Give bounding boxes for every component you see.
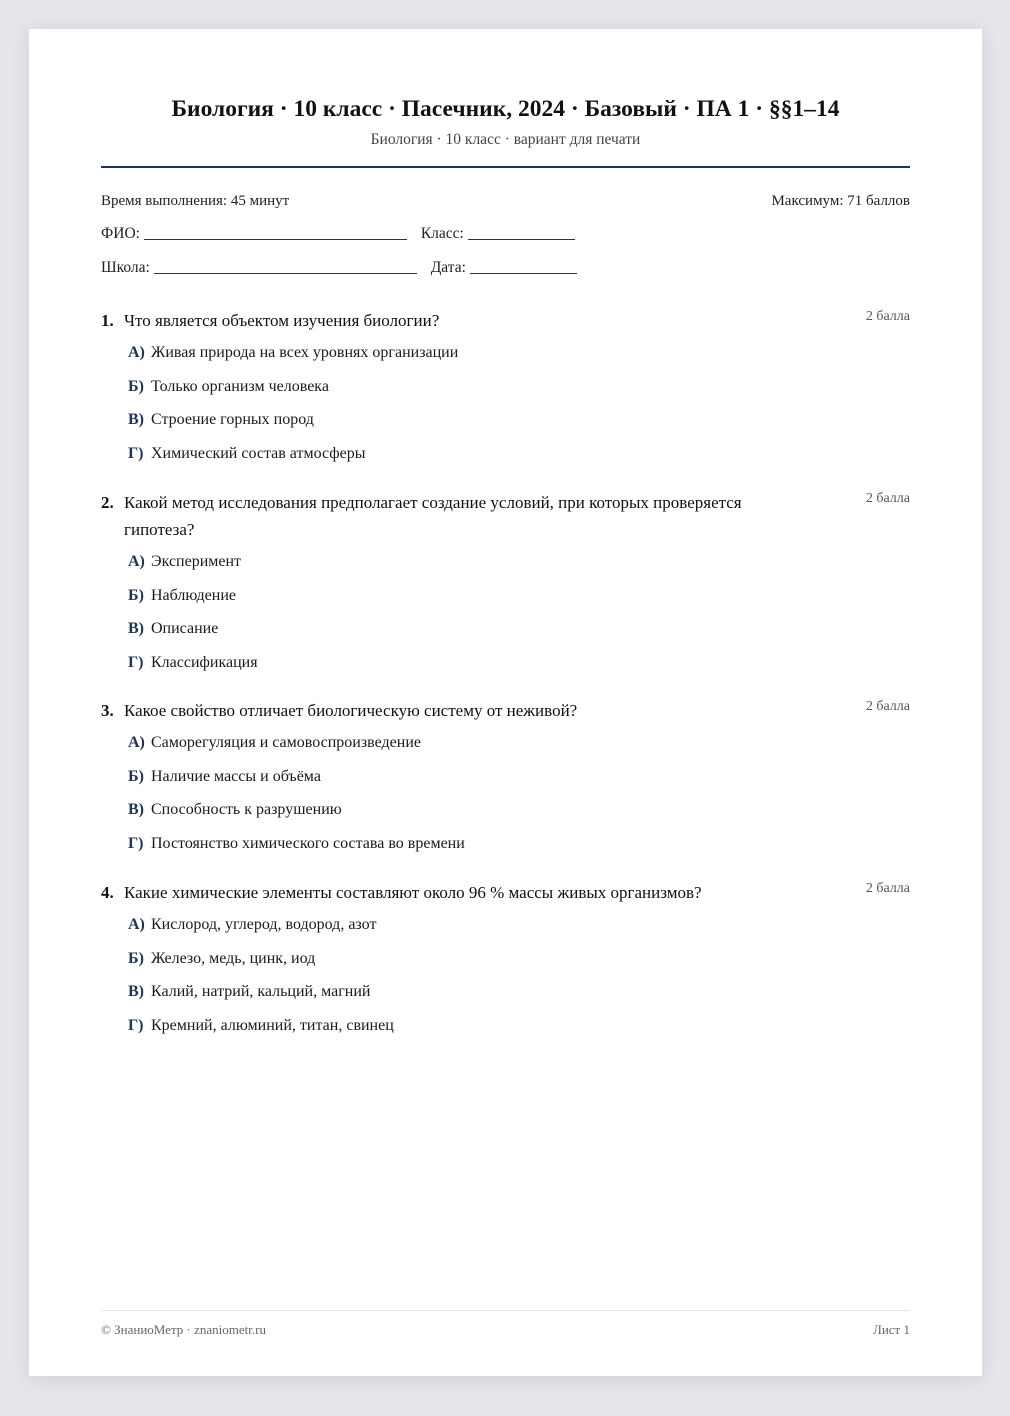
option-text: Наблюдение [151,586,236,604]
option-a[interactable] [101,548,910,582]
option-letter: А) [128,734,145,751]
question-points: 2 балла [865,491,910,506]
option-text: Наличие массы и объёма [151,767,321,785]
question-text: Какой метод исследования предполагает создание условий, при которых проверяется гипотеза? [124,493,742,539]
question-points: 2 балла [865,699,910,714]
option-text: Способность к разрушению [151,801,342,818]
option-letter: Г) [128,653,144,671]
question-text: Что является объектом изучения биологии? [124,311,440,330]
fio-class-row [101,225,579,243]
question-points: 2 балла [865,881,910,896]
option-text: Классификация [151,653,258,671]
option-b[interactable] [101,945,910,979]
option-letter: Б) [128,586,144,604]
option-b[interactable] [101,582,910,616]
option-v[interactable] [101,406,910,440]
option-text: Постоянство химического состава во времени [151,834,465,852]
question-2 [101,489,910,682]
fio-field[interactable] [144,238,407,240]
page-subtitle: Биология · 10 класс · вариант для печати [370,131,641,148]
option-b[interactable] [101,373,910,407]
question-number: 4. [101,883,114,902]
meta-row [101,193,910,210]
page-content [101,29,910,1376]
option-letter: Б) [128,949,144,967]
page-title: Биология · 10 класс · Пасечник, 2024 · Базовый · ПА 1 · §§1–14 [171,96,840,122]
option-text: Кислород, углерод, водород, азот [151,916,377,933]
option-g[interactable] [101,1012,910,1046]
question-4 [101,879,910,1045]
question-number: 2. [101,493,114,512]
time-limit: Время выполнения: 45 минут [101,193,290,209]
school-label: Школа: [101,259,150,276]
header-divider [101,166,910,168]
option-text: Химический состав атмосферы [151,444,366,462]
options-list [101,911,910,1045]
class-label: Класс: [420,225,464,242]
option-letter: А) [128,344,145,361]
class-field[interactable] [468,238,575,240]
question-text: Какое свойство отличает биологическую систему от неживой? [124,701,578,720]
option-text: Эксперимент [151,553,242,570]
option-v[interactable] [101,978,910,1012]
option-letter: А) [128,916,145,933]
question-1 [101,307,910,473]
option-letter: Б) [128,767,144,785]
question-text: Какие химические элементы составляют около 96 % массы живых организмов? [124,883,702,902]
option-v[interactable] [101,615,910,649]
footer-divider [101,1310,910,1311]
option-letter: В) [128,411,144,428]
question-text-block [101,307,910,334]
page-footer [101,1322,910,1338]
option-a[interactable] [101,339,910,373]
option-letter: Б) [128,377,144,395]
date-field[interactable] [470,272,577,274]
option-g[interactable] [101,440,910,474]
sheet-number: Лист 1 [873,1322,910,1337]
option-text: Описание [151,620,219,637]
options-list [101,339,910,473]
option-letter: А) [128,553,145,570]
option-text: Железо, медь, цинк, иод [151,949,316,967]
date-label: Дата: [430,259,466,276]
question-points: 2 балла [865,309,910,324]
question-text-block [101,489,910,543]
document-page [29,29,982,1376]
option-letter: В) [128,983,144,1000]
option-text: Калий, натрий, кальций, магний [151,983,371,1000]
options-list [101,548,910,682]
question-3 [101,697,910,863]
option-a[interactable] [101,729,910,763]
option-letter: В) [128,801,144,818]
option-text: Строение горных пород [151,411,314,428]
max-score: Максимум: 71 баллов [771,193,910,209]
fio-label: ФИО: [101,225,140,242]
footer-copyright: © ЗнаниоМетр · znaniometr.ru [101,1322,266,1337]
school-date-row [101,259,581,277]
option-text: Живая природа на всех уровнях организации [151,344,459,361]
option-g[interactable] [101,649,910,683]
option-a[interactable] [101,911,910,945]
question-text-block [101,697,910,724]
option-v[interactable] [101,796,910,830]
option-letter: Г) [128,1016,144,1034]
question-number: 1. [101,311,114,330]
option-text: Только организм человека [151,377,329,395]
option-text: Кремний, алюминий, титан, свинец [151,1016,394,1034]
options-list [101,729,910,863]
question-text-block [101,879,910,906]
option-b[interactable] [101,763,910,797]
option-text: Саморегуляция и самовоспроизведение [151,734,421,751]
option-letter: В) [128,620,144,637]
option-g[interactable] [101,830,910,864]
question-number: 3. [101,701,114,720]
option-letter: Г) [128,444,144,462]
school-field[interactable] [154,272,417,274]
option-letter: Г) [128,834,144,852]
